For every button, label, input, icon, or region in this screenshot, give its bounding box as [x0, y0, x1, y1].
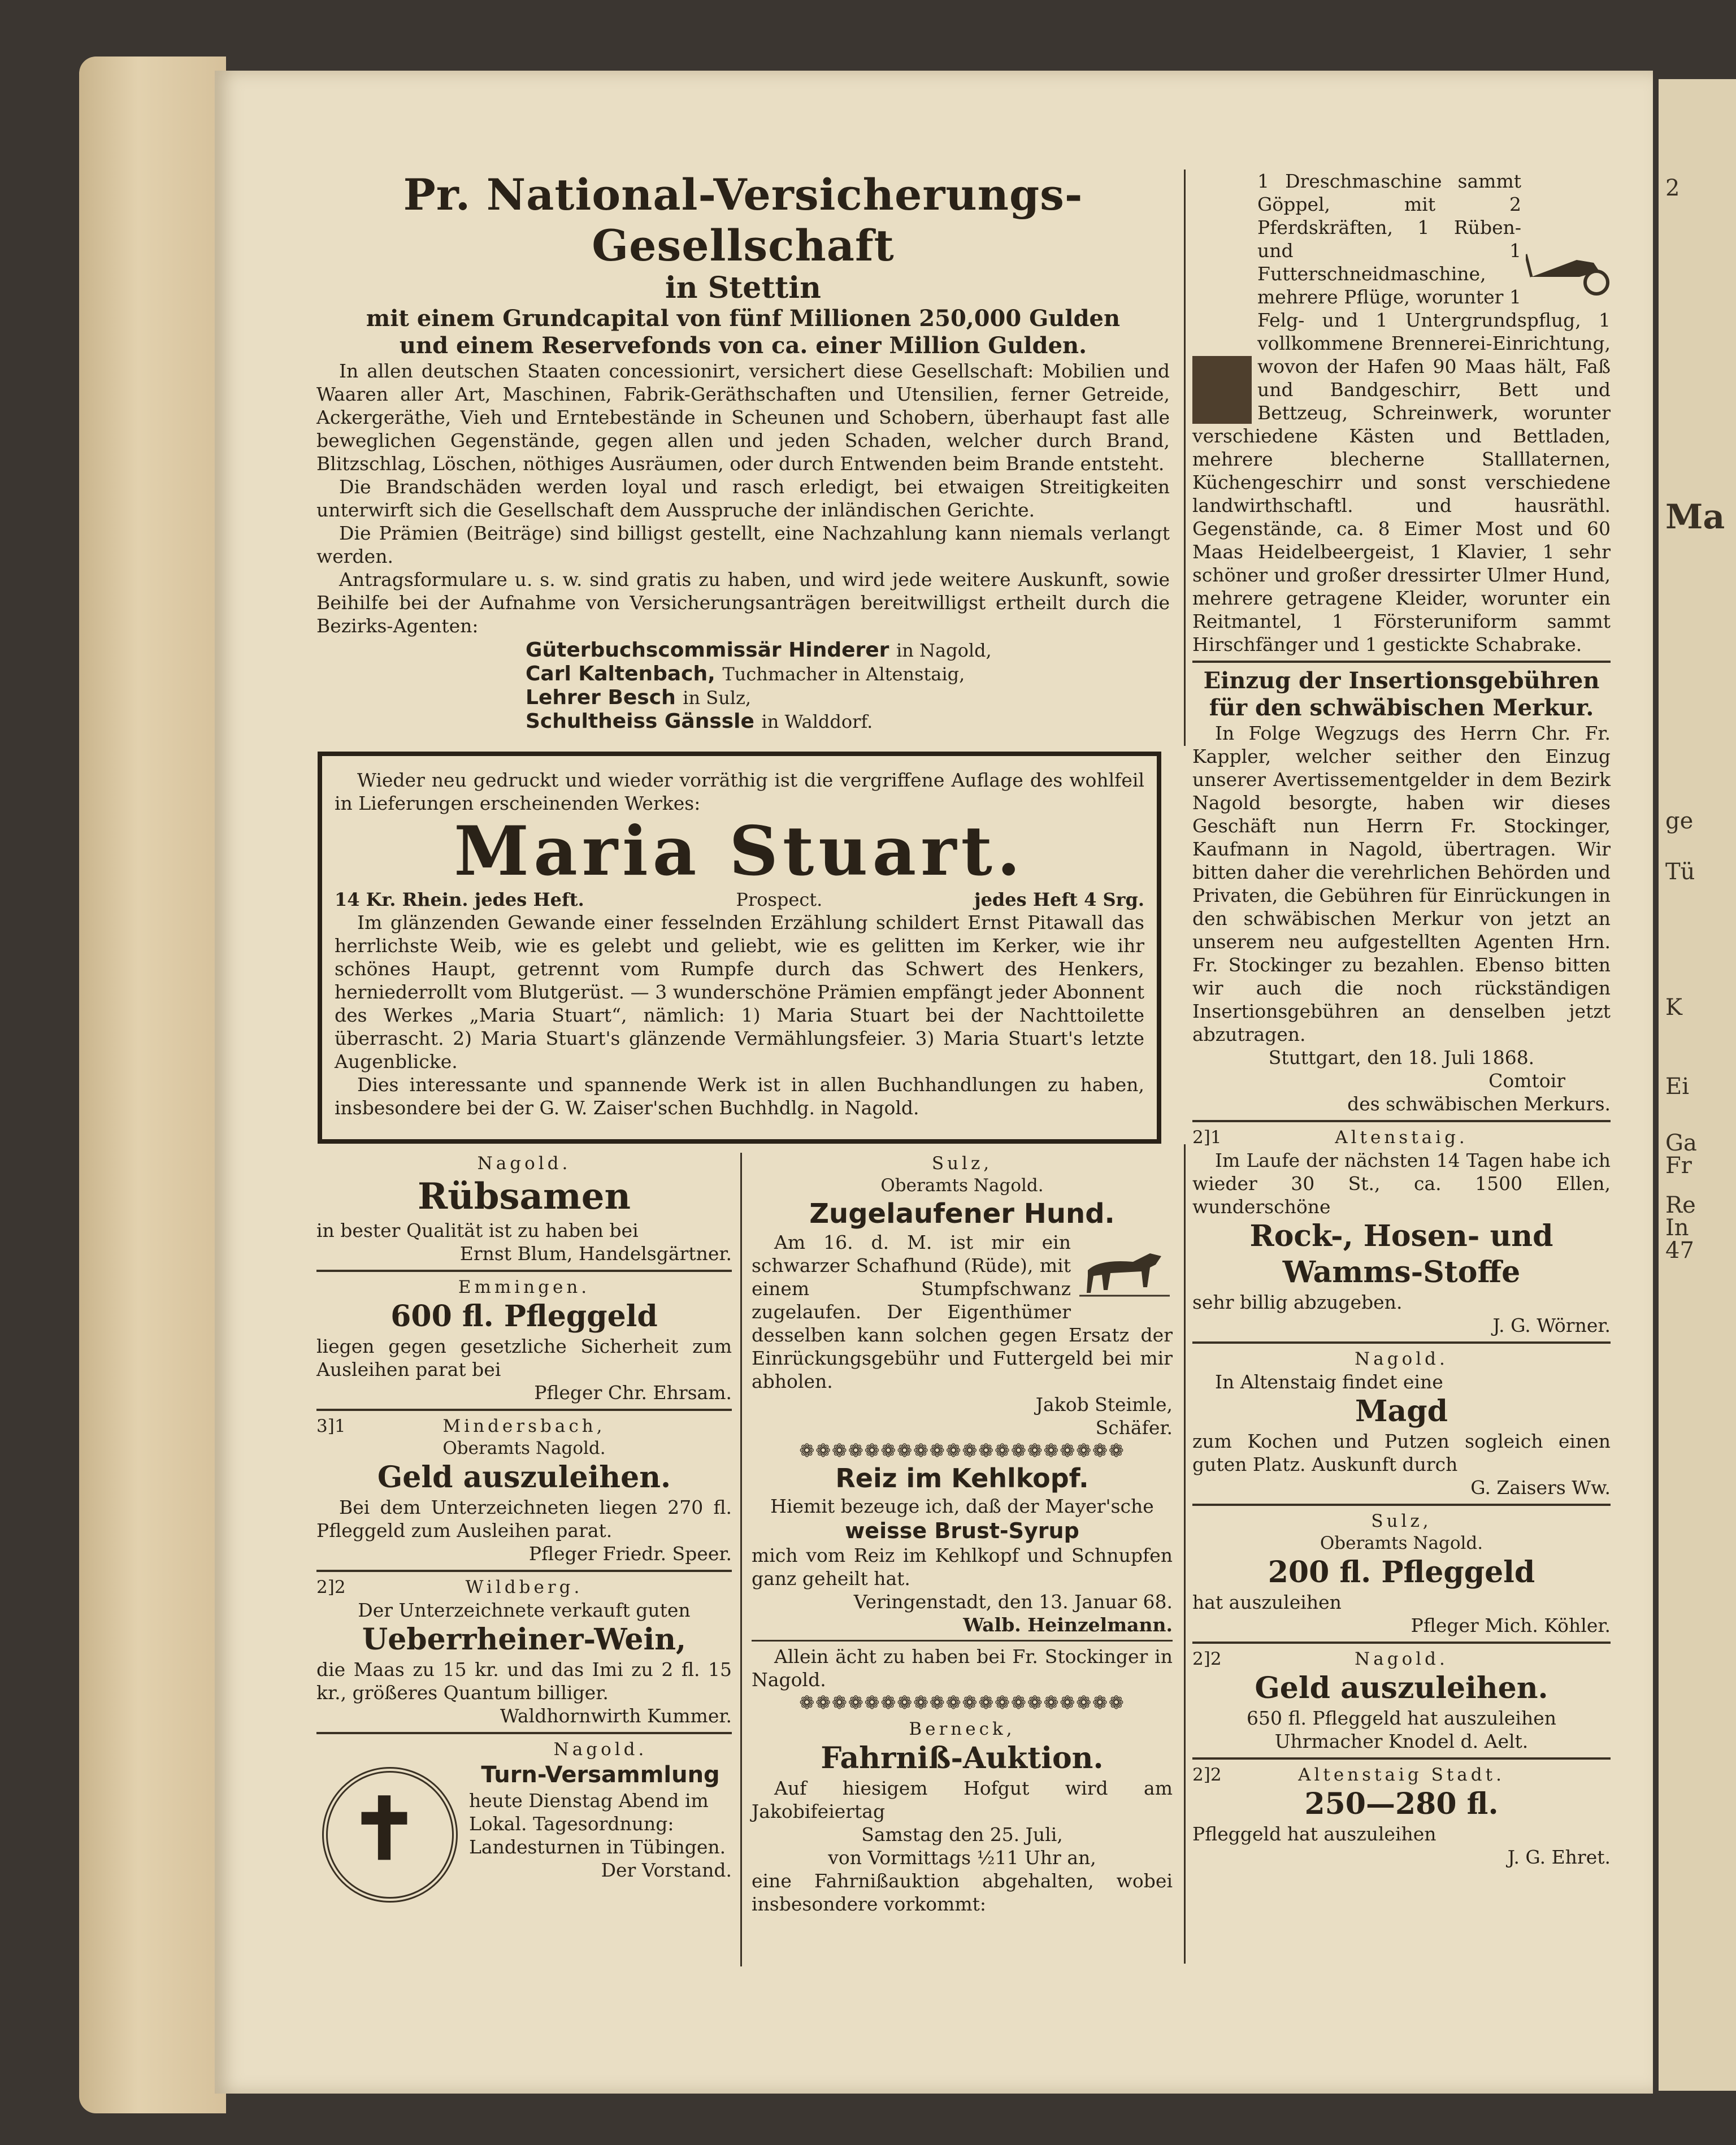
ad-place: in Stettin: [665, 271, 821, 305]
ad-paragraph: In allen deutschen Staaten concessionirt, versichert diese Gesellschaft: Mobilien und Waaren aller Art, Maschinen, Fabrik-Geräthschaften und Utensilien, ferner Getreide, Ackergeräthe, Vieh und Erntebestände in Scheunen und Schobern, überhaupt fast alle beweglichen Gegenstände, gegen allen und jeden Schaden, welcher durch Brand, Blitzschlag, Löschen, nöthiges Ausräumen, oder durch Entwenden beim Brande entsteht.: [316, 360, 1170, 475]
agent-name: Carl Kaltenbach,: [526, 662, 715, 685]
ad-text: hat auszuleihen: [1192, 1591, 1342, 1613]
ad-place: Berneck,: [909, 1719, 1015, 1739]
ad-text: liegen gegen gesetzliche Sicherheit zum Ausleihen parat bei: [316, 1335, 732, 1380]
ad-title: 200 fl. Pfleggeld: [1268, 1555, 1535, 1590]
edge-fragment: In: [1665, 1215, 1689, 1241]
edge-fragment: 2: [1665, 175, 1680, 201]
box-intro: Wieder neu gedruckt und wieder vorräthig ist die vergriffene Auflage des wohlfeil in Lieferungen erscheinenden Werkes:: [335, 769, 1144, 814]
ad-sign: des schwäbischen Merkurs.: [1347, 1093, 1611, 1115]
ad-sign: J. G. Wörner.: [1492, 1314, 1611, 1336]
ad-title: Fahrniß-Auktion.: [821, 1741, 1104, 1775]
ad-place: Sulz,: [931, 1153, 993, 1174]
ad-capital: mit einem Grundcapital von fünf Millionen 250,000 Gulden: [366, 305, 1121, 332]
ad-subplace: Oberamts Nagold.: [880, 1175, 1044, 1196]
divider: [316, 1732, 732, 1734]
dog-illustration: [1077, 1236, 1173, 1304]
plough-icon: [1526, 237, 1611, 299]
ad-date: Samstag den 25. Juli,: [861, 1823, 1063, 1846]
price-right: jedes Heft 4 Srg.: [974, 889, 1144, 910]
ad-note: Allein ächt zu haben bei Fr. Stockinger in Nagold.: [752, 1645, 1173, 1691]
adjacent-page-edge: [1659, 79, 1736, 2091]
ad-title: Geld auszuleihen.: [1255, 1671, 1548, 1705]
left-column: [316, 1153, 732, 1987]
wardrobe-illustration: [1192, 356, 1252, 424]
ad-sign: Comtoir: [1488, 1070, 1565, 1092]
book-edge: [79, 57, 226, 2113]
ad-date: Stuttgart, den 18. Juli 1868.: [1268, 1047, 1535, 1069]
ad-text: Auf hiesigem Hofgut wird am Jakobifeiertag: [752, 1777, 1173, 1822]
ad-header: [316, 1415, 732, 1438]
ad-title: Geld auszuleihen.: [377, 1460, 671, 1495]
ad-place: Nagold.: [1355, 1649, 1448, 1669]
ad-title: Ueberrheiner-Wein,: [362, 1622, 687, 1657]
insertion-mark: 2]2: [1192, 1649, 1222, 1669]
ad-title: Wamms-Stoffe: [1282, 1255, 1521, 1289]
ad-place: Nagold.: [553, 1739, 648, 1760]
ad-text: Der Unterzeichnete verkauft guten: [358, 1599, 691, 1621]
ad-paragraph: Die Brandschäden werden loyal und rasch erledigt, bei etwaigen Streitigkeiten unterwirft sich die Gesellschaft dem Ausspruche der inländischen Gerichte.: [316, 476, 1170, 521]
column-rule: [1184, 1144, 1186, 1964]
agent-name: Güterbuchscommissär Hinderer: [526, 639, 889, 662]
ad-title: Rock-, Hosen- und: [1249, 1219, 1553, 1253]
ad-text: Bei dem Unterzeichneten liegen 270 fl. Pfleggeld zum Ausleihen parat.: [316, 1496, 732, 1542]
box-paragraph: Im glänzenden Gewande einer fesselnden Erzählung schildert Ernst Pitawall das herrlichste Weib, wie es gelebt und geliebt, wie es gelitten im Kerker, wie ihr schönes Haupt, getrennt vom Rumpfe durch das Schwert des Henkers, herniederrollt vom Blutgerüst. — 3 wunderschöne Prämien empfängt jeder Abonnent des Werkes „Maria Stuart“, nämlich: 1) Maria Stuart bei der Nachttoilette überrascht. 2) Maria Stuart's glänzende Vermählungsfeier. 3) Maria Stuart's letzte Augenblicke.: [335, 911, 1144, 1072]
ad-header: [1192, 1764, 1611, 1786]
insurance-ad: [316, 170, 1170, 733]
price-line: [335, 888, 1144, 911]
ad-title: Pr. National-Versicherungs-Gesellschaft: [403, 170, 1083, 271]
ad-place: Nagold.: [477, 1153, 571, 1174]
maria-stuart-ad: [318, 752, 1161, 1144]
column-rule: [1184, 170, 1186, 746]
auction-items: 1 Dreschmaschine sammt Göppel, mit 2 Pferdskräften, 1 Rüben- und 1 Futterschneidmaschine, mehrere Pflüge, worunter 1 Felg- und 1 Untergrundspflug, 1 vollkommene Brennerei-Einrichtung, wovon der Hafen 90 Maas hält, Faß und Bandgeschirr, Bett und Bettzeug, Schreinwerk, worunter verschiedene Kästen und Bettladen, mehrere blecherne Stalllaternen, Küchengeschirr und sonst verschiedene landwirthschaftl. und hausräthl. Gegenstände, ca. 8 Eimer Most und 60 Maas Heidelbeergeist, 1 Klavier, 1 sehr schöner und großer dressirter Ulmer Hund, mehrere getragene Kleider, worunter ein Reitmantel, 1 Försteruniform sammt Hirschfänger und 1 gestickte Schabrake.: [1192, 170, 1611, 655]
agent-entry: [526, 686, 1170, 710]
ad-title: 250—280 fl.: [1304, 1787, 1499, 1821]
right-column: [1192, 170, 1611, 1869]
agent-entry: [526, 639, 1170, 662]
ad-subplace: Oberamts Nagold.: [1320, 1533, 1483, 1553]
agent-name: Lehrer Besch: [526, 686, 676, 709]
ad-title: 600 fl. Pfleggeld: [390, 1299, 658, 1334]
insertion-mark: 2]2: [316, 1577, 346, 1597]
ad-reserve: und einem Reservefonds von ca. einer Million Gulden.: [399, 332, 1087, 359]
divider: [1192, 1120, 1611, 1122]
agent-place: in Nagold,: [896, 640, 992, 661]
ornament-border: ❁❁❁❁❁❁❁❁❁❁❁❁❁❁❁❁❁❁❁❁: [799, 1440, 1125, 1461]
ad-paragraph: Die Prämien (Beiträge) sind billigst gestellt, eine Nachzahlung kann niemals verlangt werden.: [316, 522, 1170, 567]
ad-header: [1192, 1648, 1611, 1670]
column-rule: [740, 1153, 742, 1966]
agent-place: Tuchmacher in Altenstaig,: [722, 663, 965, 685]
divider: [316, 1570, 732, 1572]
ad-text: In Folge Wegzugs des Herrn Chr. Fr. Kappler, welcher seither den Einzug unserer Avertissementgelder in dem Bezirk Nagold besorgte, haben wir dieses Geschäft nun Herrn Fr. Stockinger, Kaufmann in Nagold, übertragen. Wir bitten daher die verehrlichen Behörden und Privaten, die Gebühren für Einrückungen in den schwäbischen Merkur von jetzt an unserem neu aufgestellten Agenten Hrn. Fr. Stockinger zu bezahlen. Ebenso bitten wir auch die noch rückständigen Insertionsgebühren an denselben jetzt abzutragen.: [1192, 722, 1611, 1045]
turn-ad-text: [469, 1739, 732, 1882]
divider: [1192, 1504, 1611, 1506]
edge-fragment: 47: [1665, 1238, 1694, 1263]
edge-fragment: Re: [1665, 1192, 1696, 1218]
ad-place: Mindersbach,: [442, 1416, 606, 1436]
ad-title: Rübsamen: [418, 1175, 631, 1218]
ad-text: sehr billig abzugeben.: [1192, 1291, 1403, 1313]
divider: [1192, 1341, 1611, 1344]
ad-place: Emmingen.: [458, 1277, 591, 1297]
ad-sign: Waldhornwirth Kummer.: [500, 1705, 732, 1727]
agent-list: [316, 639, 1170, 733]
ad-text: Pfleggeld hat auszuleihen: [1192, 1823, 1436, 1845]
turn-ad: [316, 1739, 732, 1987]
divider: [1192, 1642, 1611, 1644]
ad-text: in bester Qualität ist zu haben bei: [316, 1219, 639, 1241]
ad-text: 650 fl. Pfleggeld hat auszuleihen Uhrmacher Knodel d. Aelt.: [1246, 1707, 1556, 1752]
cross-icon: ✝: [349, 1779, 420, 1879]
box-title: Maria Stuart.: [454, 811, 1025, 891]
ad-date: Veringenstadt, den 13. Januar 68.: [853, 1591, 1173, 1613]
edge-fragment: Tü: [1665, 859, 1695, 885]
dog-icon: [1077, 1236, 1173, 1304]
agent-place: in Sulz,: [683, 687, 752, 709]
middle-column: [752, 1153, 1173, 1916]
prospect-label: Prospect.: [736, 889, 823, 910]
ad-title: Zugelaufener Hund.: [809, 1198, 1115, 1230]
ad-text: zum Kochen und Putzen sogleich einen guten Platz. Auskunft durch: [1192, 1430, 1611, 1475]
ad-paragraph: Antragsformulare u. s. w. sind gratis zu haben, und wird jede weitere Auskunft, sowie Beihilfe bei der Aufnahme von Versicherungsanträgen bereitwilligst ertheilt durch die Bezirks-Agenten:: [316, 568, 1170, 637]
ad-subplace: Oberamts Nagold.: [442, 1438, 606, 1458]
ad-text: In Altenstaig findet eine: [1215, 1371, 1443, 1393]
ad-title: Einzug der Insertionsgebühren für den schwäbischen Merkur.: [1203, 667, 1600, 721]
agent-entry: [526, 662, 1170, 686]
ad-text: Hiemit bezeuge ich, daß der Mayer'sche: [770, 1495, 1154, 1517]
ad-time: von Vormittags ½11 Uhr an,: [828, 1847, 1096, 1869]
divider: [316, 1409, 732, 1411]
ad-sign: Walb. Heinzelmann.: [963, 1614, 1173, 1636]
ad-place: Altenstaig.: [1335, 1127, 1468, 1148]
divider: [752, 1640, 1173, 1642]
ad-sign: Schäfer.: [1095, 1417, 1173, 1439]
ad-place: Wildberg.: [465, 1577, 583, 1597]
divider: [1192, 661, 1611, 663]
edge-fragment: Ma: [1665, 497, 1725, 537]
ad-place: Sulz,: [1371, 1511, 1432, 1531]
ad-text: heute Dienstag Abend im Lokal. Tagesordnung: Landesturnen in Tübingen.: [469, 1790, 726, 1858]
ornament-border: ❁❁❁❁❁❁❁❁❁❁❁❁❁❁❁❁❁❁❁❁: [799, 1692, 1125, 1713]
edge-fragment: Fr: [1665, 1153, 1692, 1179]
agent-place: in Walddorf.: [761, 711, 873, 732]
edge-fragment: ge: [1665, 808, 1694, 834]
plough-illustration: [1526, 237, 1611, 299]
insertion-mark: 3]1: [316, 1416, 346, 1436]
ad-title: Reiz im Kehlkopf.: [835, 1463, 1089, 1493]
ad-sign: Pfleger Mich. Köhler.: [1410, 1614, 1611, 1636]
ad-sign: Pfleger Friedr. Speer.: [528, 1543, 732, 1565]
edge-fragment: Ga: [1665, 1130, 1697, 1156]
agent-name: Schultheiss Gänssle: [526, 710, 754, 733]
product-name: weisse Brust-Syrup: [845, 1518, 1079, 1543]
agent-entry: [526, 710, 1170, 733]
price-left: 14 Kr. Rhein. jedes Heft.: [335, 889, 584, 910]
ad-sign: Jakob Steimle,: [1035, 1393, 1173, 1415]
edge-fragment: K: [1665, 995, 1682, 1021]
ad-text: mich vom Reiz im Kehlkopf und Schnupfen ganz geheilt hat.: [752, 1544, 1173, 1590]
ad-sign: G. Zaisers Ww.: [1470, 1477, 1611, 1499]
edge-fragment: Ei: [1665, 1074, 1689, 1100]
ad-sign: Der Vorstand.: [601, 1859, 732, 1881]
ad-header: [316, 1577, 732, 1599]
ad-text: die Maas zu 15 kr. und das Imi zu 2 fl. 15 kr., größeres Quantum billiger.: [316, 1658, 732, 1704]
box-paragraph: Dies interessante und spannende Werk ist in allen Buchhandlungen zu haben, insbesondere bei der G. W. Zaiser'schen Buchhdlg. in Nagold.: [335, 1074, 1144, 1119]
ad-place: Altenstaig Stadt.: [1298, 1765, 1505, 1785]
ad-title: Magd: [1355, 1394, 1448, 1428]
divider: [316, 1270, 732, 1272]
divider: [1192, 1757, 1611, 1760]
ad-title: Turn-Versammlung: [481, 1762, 720, 1788]
ad-place: Nagold.: [1355, 1349, 1448, 1369]
ad-text: Am 16. d. M. ist mir ein schwarzer Schafhund (Rüde), mit einem Stumpfschwanz zugelaufen. Der Eigenthümer desselben kann solchen gegen Ersatz der Einrückungsgebühr und Futtergeld bei mir abholen.: [752, 1231, 1173, 1392]
ad-text: eine Fahrnißauktion abgehalten, wobei insbesondere vorkommt:: [752, 1870, 1173, 1915]
insertion-mark: 2]2: [1192, 1765, 1222, 1785]
ad-sign: Pfleger Chr. Ehrsam.: [534, 1382, 732, 1404]
ad-sign: J. G. Ehret.: [1507, 1846, 1611, 1868]
ad-sign: Ernst Blum, Handelsgärtner.: [459, 1243, 732, 1265]
insertion-mark: 2]1: [1192, 1127, 1222, 1148]
ad-text: Im Laufe der nächsten 14 Tagen habe ich wieder 30 St., ca. 1500 Ellen, wunderschöne: [1192, 1149, 1611, 1218]
ad-header: [1192, 1127, 1611, 1149]
